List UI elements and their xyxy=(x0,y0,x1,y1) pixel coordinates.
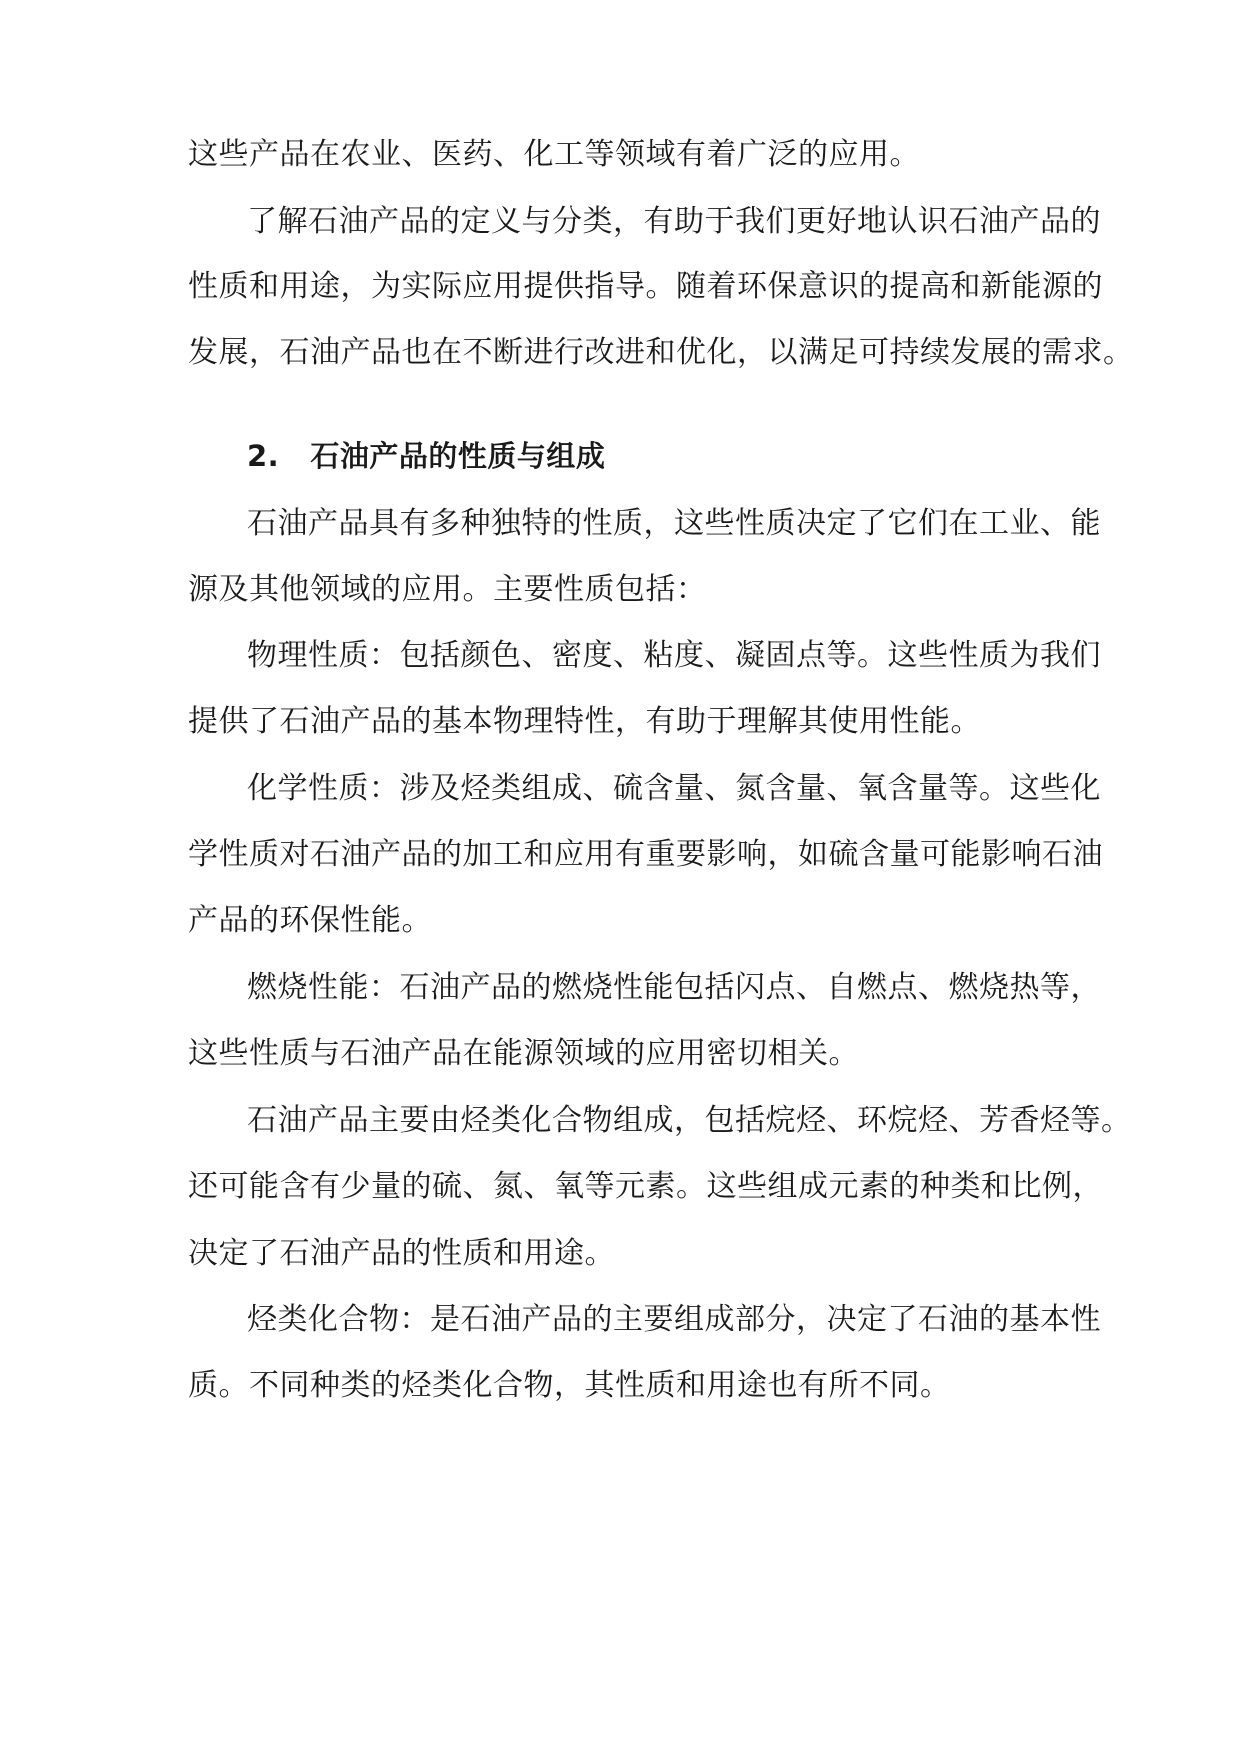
paragraph-line: 石油产品主要由烃类化合物组成，包括烷烃、环烷烃、芳香烃等。 xyxy=(247,1103,1132,1138)
paragraph-line: 物理性质：包括颜色、密度、粘度、凝固点等。这些性质为我们 xyxy=(247,638,1101,673)
paragraph-line: 发展，石油产品也在不断进行改进和优化，以满足可持续发展的需求。 xyxy=(188,335,1134,370)
paragraph-line: 化学性质：涉及烃类组成、硫含量、氮含量、氧含量等。这些化 xyxy=(247,771,1101,806)
paragraph-line: 源及其他领域的应用。主要性质包括： xyxy=(188,572,707,607)
paragraph-line: 燃烧性能：石油产品的燃烧性能包括闪点、自燃点、燃烧热等， xyxy=(247,970,1101,1005)
paragraph-line: 学性质对石油产品的加工和应用有重要影响，如硫含量可能影响石油 xyxy=(188,837,1103,872)
paragraph-line: 了解石油产品的定义与分类，有助于我们更好地认识石油产品的 xyxy=(247,204,1101,239)
paragraph-line: 决定了石油产品的性质和用途。 xyxy=(188,1236,615,1271)
paragraph-line: 性质和用途，为实际应用提供指导。随着环保意识的提高和新能源的 xyxy=(188,269,1103,304)
paragraph-line: 石油产品具有多种独特的性质，这些性质决定了它们在工业、能 xyxy=(247,506,1101,541)
section-number: 2. xyxy=(247,439,280,473)
paragraph-line: 这些性质与石油产品在能源领域的应用密切相关。 xyxy=(188,1036,859,1071)
paragraph-line: 烃类化合物：是石油产品的主要组成部分，决定了石油的基本性 xyxy=(247,1302,1101,1337)
paragraph-line: 这些产品在农业、医药、化工等领域有着广泛的应用。 xyxy=(188,137,920,172)
paragraph-line: 产品的环保性能。 xyxy=(188,903,432,938)
section-title: 石油产品的性质与组成 xyxy=(310,439,606,473)
paragraph-line: 提供了石油产品的基本物理特性，有助于理解其使用性能。 xyxy=(188,704,981,739)
section-heading xyxy=(247,436,1053,476)
paragraph-line: 还可能含有少量的硫、氮、氧等元素。这些组成元素的种类和比例， xyxy=(188,1169,1103,1204)
paragraph-line: 质。不同种类的烃类化合物，其性质和用途也有所不同。 xyxy=(188,1368,951,1403)
